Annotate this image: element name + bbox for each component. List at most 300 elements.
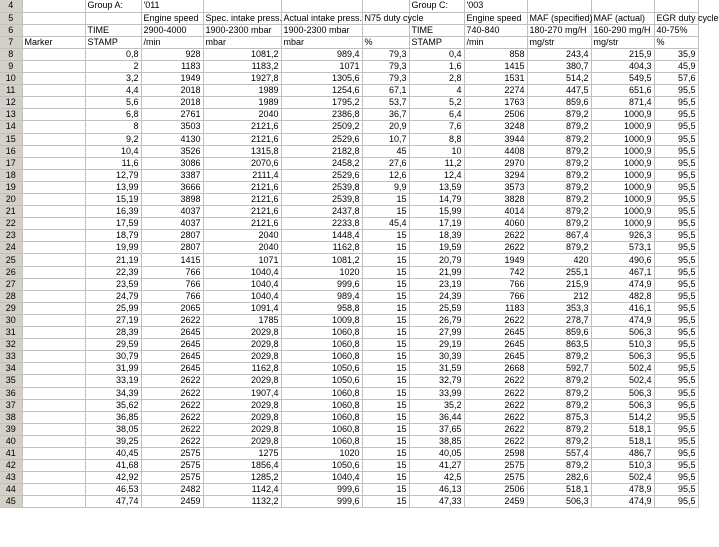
cell[interactable]: 1040,4 [203,266,281,278]
cell[interactable]: 1060,8 [281,339,362,351]
cell[interactable]: 40,05 [409,447,464,459]
cell[interactable]: 879,2 [527,351,591,363]
cell[interactable]: 2070,6 [203,157,281,169]
cell[interactable] [22,339,85,351]
cell[interactable]: 15 [362,314,409,326]
cell[interactable]: 2459 [141,496,203,508]
cell[interactable]: 212 [527,290,591,302]
cell[interactable]: 740-840 [464,24,527,36]
cell[interactable]: 95,5 [654,266,698,278]
cell[interactable]: 1060,8 [281,387,362,399]
cell[interactable] [22,363,85,375]
row-header[interactable]: 28 [0,290,22,302]
cell[interactable] [22,181,85,193]
cell[interactable]: 1000,9 [591,121,654,133]
row-header[interactable]: 21 [0,206,22,218]
cell[interactable]: 879,2 [527,121,591,133]
cell[interactable]: 95,5 [654,423,698,435]
cell[interactable]: 1415 [464,60,527,72]
cell[interactable]: 95,5 [654,339,698,351]
cell[interactable]: 2040 [203,109,281,121]
cell[interactable]: 1900-2300 mbar [281,24,362,36]
row-header[interactable]: 34 [0,363,22,375]
row-header[interactable]: 45 [0,496,22,508]
row-header[interactable]: 8 [0,48,22,60]
cell[interactable]: 859,6 [527,97,591,109]
cell[interactable]: 282,6 [527,472,591,484]
cell[interactable]: 2233,8 [281,218,362,230]
cell[interactable] [22,194,85,206]
cell[interactable]: 13,59 [409,181,464,193]
cell[interactable]: 95,5 [654,435,698,447]
cell[interactable]: 21,19 [85,254,141,266]
cell[interactable]: 25,99 [85,302,141,314]
cell[interactable]: 879,2 [527,169,591,181]
cell[interactable]: N75 duty cycle [362,12,409,24]
cell[interactable]: 47,33 [409,496,464,508]
row-header[interactable]: 9 [0,60,22,72]
cell[interactable]: 2 [85,60,141,72]
cell[interactable]: 1162,8 [281,242,362,254]
cell[interactable]: 15 [362,339,409,351]
cell[interactable]: 1050,6 [281,375,362,387]
cell[interactable]: 467,1 [591,266,654,278]
cell[interactable]: 20,79 [409,254,464,266]
cell[interactable]: 879,2 [527,109,591,121]
cell[interactable]: 95,5 [654,157,698,169]
cell[interactable]: 2622 [141,375,203,387]
cell[interactable] [22,266,85,278]
cell[interactable]: 3086 [141,157,203,169]
cell[interactable]: 858 [464,48,527,60]
cell[interactable]: 38,85 [409,435,464,447]
cell[interactable]: 1907,4 [203,387,281,399]
cell[interactable]: 2029,8 [203,327,281,339]
cell[interactable]: 1927,8 [203,73,281,85]
cell[interactable]: 2539,8 [281,181,362,193]
cell[interactable]: Marker [22,36,85,48]
row-header[interactable]: 4 [0,0,22,12]
cell[interactable] [22,302,85,314]
cell[interactable]: 27,6 [362,157,409,169]
cell[interactable]: 871,4 [591,97,654,109]
cell[interactable]: 95,5 [654,278,698,290]
row-header[interactable]: 31 [0,327,22,339]
cell[interactable]: 2121,6 [203,206,281,218]
cell[interactable]: 447,5 [527,85,591,97]
cell[interactable]: 24,79 [85,290,141,302]
row-header[interactable]: 14 [0,121,22,133]
cell[interactable]: 3248 [464,121,527,133]
cell[interactable]: 2622 [141,387,203,399]
cell[interactable]: 557,4 [527,447,591,459]
cell[interactable]: 490,6 [591,254,654,266]
cell[interactable]: 1949 [141,73,203,85]
cell[interactable]: 3503 [141,121,203,133]
cell[interactable]: 2575 [141,460,203,472]
cell[interactable] [654,0,698,12]
cell[interactable]: 41,27 [409,460,464,472]
cell[interactable]: 6,8 [85,109,141,121]
cell[interactable]: 41,68 [85,460,141,472]
row-header[interactable]: 39 [0,423,22,435]
cell[interactable]: 95,5 [654,447,698,459]
cell[interactable]: 47,74 [85,496,141,508]
cell[interactable]: 2121,6 [203,218,281,230]
cell[interactable]: mbar [281,36,362,48]
cell[interactable]: 12,4 [409,169,464,181]
cell[interactable]: STAMP [409,36,464,48]
cell[interactable]: 1795,2 [281,97,362,109]
cell[interactable] [22,254,85,266]
cell[interactable]: 29,19 [409,339,464,351]
cell[interactable]: 15 [362,375,409,387]
cell[interactable]: 29,59 [85,339,141,351]
cell[interactable]: 2575 [141,447,203,459]
cell[interactable]: 1162,8 [203,363,281,375]
cell[interactable]: 2645 [141,327,203,339]
cell[interactable]: 2645 [464,327,527,339]
cell[interactable]: 474,9 [591,496,654,508]
cell[interactable]: 1531 [464,73,527,85]
cell[interactable]: 10,4 [85,145,141,157]
cell[interactable]: 2029,8 [203,399,281,411]
row-header[interactable]: 40 [0,435,22,447]
cell[interactable]: 95,5 [654,169,698,181]
cell[interactable]: 2645 [141,363,203,375]
cell[interactable]: 19,59 [409,242,464,254]
cell[interactable]: 95,5 [654,97,698,109]
row-header[interactable]: 37 [0,399,22,411]
cell[interactable]: 95,5 [654,399,698,411]
cell[interactable] [22,460,85,472]
cell[interactable]: 95,5 [654,181,698,193]
cell[interactable]: 518,1 [591,423,654,435]
cell[interactable]: 160-290 mg/H [591,24,654,36]
cell[interactable]: 999,6 [281,484,362,496]
row-header[interactable]: 19 [0,181,22,193]
cell[interactable]: 95,5 [654,327,698,339]
row-header[interactable]: 6 [0,24,22,36]
cell[interactable]: 243,4 [527,48,591,60]
cell[interactable]: 19,99 [85,242,141,254]
cell[interactable] [362,24,409,36]
cell[interactable]: 510,3 [591,460,654,472]
cell[interactable] [22,157,85,169]
cell[interactable]: 2645 [464,339,527,351]
row-header[interactable]: 20 [0,194,22,206]
cell[interactable]: 766 [141,278,203,290]
cell[interactable]: Spec. intake press. [203,12,281,24]
cell[interactable]: 2029,8 [203,351,281,363]
cell[interactable]: '003 [464,0,527,12]
cell[interactable]: 506,3 [591,399,654,411]
cell[interactable]: 1071 [281,60,362,72]
cell[interactable]: 95,5 [654,411,698,423]
cell[interactable]: 1081,2 [203,48,281,60]
cell[interactable]: 95,5 [654,363,698,375]
cell[interactable]: 514,2 [591,411,654,423]
cell[interactable]: 95,5 [654,145,698,157]
cell[interactable]: 15 [362,387,409,399]
cell[interactable]: 2645 [141,339,203,351]
cell[interactable]: 33,99 [409,387,464,399]
cell[interactable]: 15 [362,411,409,423]
cell[interactable]: 2029,8 [203,423,281,435]
cell[interactable]: 989,4 [281,48,362,60]
row-header[interactable]: 15 [0,133,22,145]
cell[interactable]: 95,5 [654,460,698,472]
cell[interactable]: 30,79 [85,351,141,363]
cell[interactable]: 879,2 [527,399,591,411]
cell[interactable]: 573,1 [591,242,654,254]
cell[interactable]: 2,8 [409,73,464,85]
cell[interactable]: 23,59 [85,278,141,290]
cell[interactable]: 45,4 [362,218,409,230]
cell[interactable]: 3573 [464,181,527,193]
cell[interactable]: 1989 [203,85,281,97]
cell[interactable]: 4037 [141,206,203,218]
cell[interactable]: 2622 [141,435,203,447]
cell[interactable]: 36,85 [85,411,141,423]
cell[interactable] [22,73,85,85]
cell[interactable] [22,133,85,145]
cell[interactable]: 5,2 [409,97,464,109]
cell[interactable]: 474,9 [591,314,654,326]
cell[interactable]: 95,5 [654,242,698,254]
cell[interactable]: 9,9 [362,181,409,193]
cell[interactable]: 25,59 [409,302,464,314]
cell[interactable]: 1050,6 [281,460,362,472]
cell[interactable]: 2900-4000 [141,24,203,36]
cell[interactable]: 45 [362,145,409,157]
cell[interactable]: TIME [409,24,464,36]
cell[interactable]: 879,2 [527,242,591,254]
cell[interactable]: 7,6 [409,121,464,133]
cell[interactable]: 1448,4 [281,230,362,242]
cell[interactable]: 863,5 [527,339,591,351]
cell[interactable]: 32,79 [409,375,464,387]
cell[interactable]: 416,1 [591,302,654,314]
cell[interactable] [22,435,85,447]
cell[interactable]: 15 [362,496,409,508]
cell[interactable]: 404,3 [591,60,654,72]
cell[interactable]: 506,3 [591,327,654,339]
cell[interactable]: 879,2 [527,181,591,193]
cell[interactable]: 42,92 [85,472,141,484]
cell[interactable]: 46,53 [85,484,141,496]
cell[interactable]: 57,6 [654,73,698,85]
cell[interactable]: 482,8 [591,290,654,302]
cell[interactable]: 15 [362,351,409,363]
cell[interactable]: 514,2 [527,73,591,85]
cell[interactable]: STAMP [85,36,141,48]
cell[interactable]: 999,6 [281,278,362,290]
cell[interactable]: 875,3 [527,411,591,423]
cell[interactable]: 15 [362,484,409,496]
cell[interactable]: 879,2 [527,206,591,218]
cell[interactable] [22,351,85,363]
cell[interactable]: 35,2 [409,399,464,411]
cell[interactable]: 95,5 [654,472,698,484]
cell[interactable]: 2807 [141,230,203,242]
cell[interactable]: 15 [362,447,409,459]
cell[interactable]: 95,5 [654,218,698,230]
cell[interactable]: 2121,6 [203,194,281,206]
cell[interactable] [22,145,85,157]
cell[interactable] [22,109,85,121]
cell[interactable]: 215,9 [591,48,654,60]
cell[interactable] [22,242,85,254]
cell[interactable]: 2622 [464,375,527,387]
cell[interactable]: 2622 [141,399,203,411]
cell[interactable]: 35,62 [85,399,141,411]
cell[interactable]: 1183 [464,302,527,314]
cell[interactable]: 2040 [203,230,281,242]
cell[interactable]: 35,9 [654,48,698,60]
cell[interactable]: 24,39 [409,290,464,302]
cell[interactable] [281,0,362,12]
cell[interactable]: 13,99 [85,181,141,193]
cell[interactable]: 20,9 [362,121,409,133]
cell[interactable]: 36,44 [409,411,464,423]
cell[interactable] [22,24,85,36]
cell[interactable]: 1000,9 [591,157,654,169]
cell[interactable]: 2622 [464,230,527,242]
cell[interactable] [22,85,85,97]
cell[interactable]: 1856,4 [203,460,281,472]
cell[interactable]: 1040,4 [281,472,362,484]
cell[interactable]: 15 [362,327,409,339]
row-header[interactable]: 29 [0,302,22,314]
cell[interactable]: 30,39 [409,351,464,363]
cell[interactable]: 502,4 [591,375,654,387]
cell[interactable]: 879,2 [527,133,591,145]
cell[interactable] [22,447,85,459]
cell[interactable]: 2807 [141,242,203,254]
cell[interactable]: 1081,2 [281,254,362,266]
cell[interactable]: 5,6 [85,97,141,109]
cell[interactable]: 255,1 [527,266,591,278]
row-header[interactable]: 23 [0,230,22,242]
cell[interactable]: 2121,6 [203,121,281,133]
cell[interactable]: 766 [141,290,203,302]
cell[interactable] [22,290,85,302]
row-header[interactable]: 22 [0,218,22,230]
row-header[interactable]: 36 [0,387,22,399]
row-header[interactable]: 5 [0,12,22,24]
cell[interactable]: 2761 [141,109,203,121]
cell[interactable]: 42,5 [409,472,464,484]
cell[interactable]: 2029,8 [203,435,281,447]
cell[interactable]: 2040 [203,242,281,254]
row-header[interactable]: 32 [0,339,22,351]
cell[interactable]: 79,3 [362,60,409,72]
cell[interactable]: 506,3 [527,496,591,508]
cell[interactable]: 2622 [464,423,527,435]
cell[interactable]: 2182,8 [281,145,362,157]
cell[interactable]: 15 [362,194,409,206]
cell[interactable]: 506,3 [591,387,654,399]
cell[interactable]: 11,2 [409,157,464,169]
cell[interactable]: 859,6 [527,327,591,339]
cell[interactable]: 2529,6 [281,133,362,145]
cell[interactable] [22,375,85,387]
cell[interactable]: 2506 [464,109,527,121]
cell[interactable]: 8 [85,121,141,133]
cell[interactable]: 2018 [141,85,203,97]
cell[interactable]: 879,2 [527,218,591,230]
cell[interactable]: 9,2 [85,133,141,145]
cell[interactable]: 31,99 [85,363,141,375]
cell[interactable]: 1000,9 [591,133,654,145]
cell[interactable]: 592,7 [527,363,591,375]
cell[interactable]: 1050,6 [281,363,362,375]
cell[interactable]: 2111,4 [203,169,281,181]
cell[interactable]: 4 [409,85,464,97]
cell[interactable]: 10,7 [362,133,409,145]
cell[interactable]: 95,5 [654,290,698,302]
cell[interactable]: 879,2 [527,435,591,447]
cell[interactable]: 0,4 [409,48,464,60]
cell[interactable]: 95,5 [654,206,698,218]
cell[interactable]: 15 [362,302,409,314]
cell[interactable]: 478,9 [591,484,654,496]
cell[interactable]: 1060,8 [281,423,362,435]
cell[interactable]: 2668 [464,363,527,375]
cell[interactable] [362,0,409,12]
cell[interactable]: 12,6 [362,169,409,181]
cell[interactable]: 1060,8 [281,327,362,339]
row-header[interactable]: 17 [0,157,22,169]
row-header[interactable]: 30 [0,314,22,326]
cell[interactable]: 1415 [141,254,203,266]
cell[interactable]: 4408 [464,145,527,157]
cell[interactable] [203,0,281,12]
cell[interactable]: 1040,4 [203,290,281,302]
cell[interactable]: /min [464,36,527,48]
cell[interactable]: 15 [362,242,409,254]
cell[interactable]: 1060,8 [281,399,362,411]
cell[interactable]: % [362,36,409,48]
cell[interactable]: 502,4 [591,363,654,375]
cell[interactable]: 1040,4 [203,278,281,290]
cell[interactable]: 15 [362,266,409,278]
cell[interactable]: 27,99 [409,327,464,339]
cell[interactable]: 989,4 [281,290,362,302]
cell[interactable]: 2622 [464,399,527,411]
cell[interactable] [22,60,85,72]
cell[interactable]: 1275 [203,447,281,459]
cell[interactable]: 10 [409,145,464,157]
cell[interactable]: 40,45 [85,447,141,459]
cell[interactable]: 2386,8 [281,109,362,121]
cell[interactable]: 46,13 [409,484,464,496]
cell[interactable]: 353,3 [527,302,591,314]
cell[interactable]: 95,5 [654,351,698,363]
cell[interactable]: 486,7 [591,447,654,459]
cell[interactable]: 1183 [141,60,203,72]
cell[interactable]: 1060,8 [281,411,362,423]
cell[interactable]: 17,59 [85,218,141,230]
cell[interactable]: 1285,2 [203,472,281,484]
cell[interactable]: 2622 [141,314,203,326]
cell[interactable]: 2018 [141,97,203,109]
cell[interactable]: 21,99 [409,266,464,278]
cell[interactable]: 95,5 [654,121,698,133]
cell[interactable]: 1785 [203,314,281,326]
cell[interactable]: 879,2 [527,460,591,472]
